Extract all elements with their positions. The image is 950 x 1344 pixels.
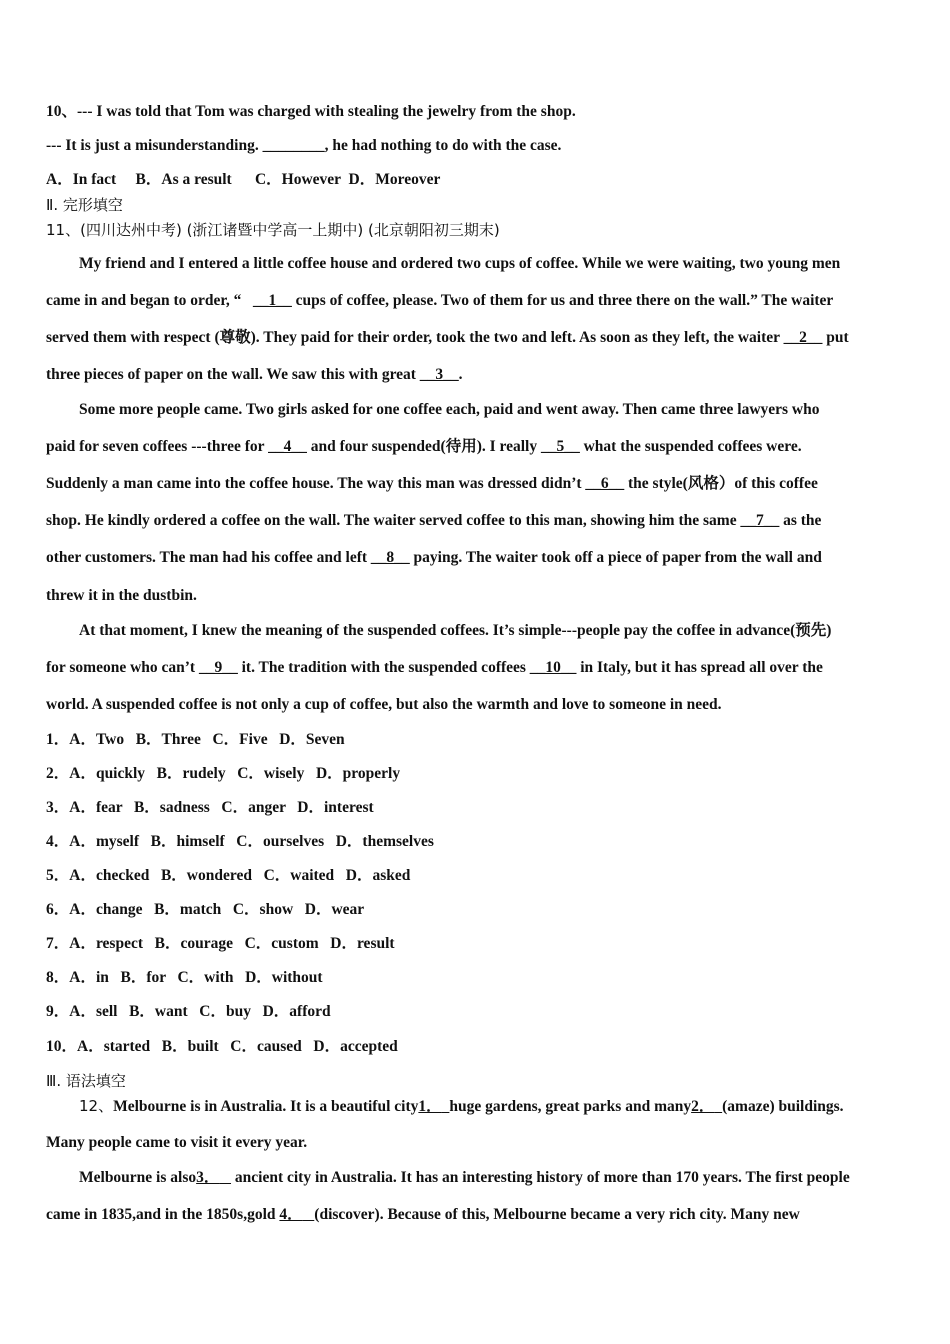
blank-7: __7__ (740, 512, 780, 529)
passage-p2-line-1: Some more people came. Two girls asked for one coffee each, paid and went away. Then came three lawyers who (79, 401, 820, 418)
section-2-title: Ⅱ. 完形填空 (46, 196, 123, 214)
option-row-5: 5．A．checked B．wondered C．waited D．asked (46, 867, 411, 884)
passage-p2-line-3: Suddenly a man came into the coffee house. The way this man was dressed didn’t __6__ the style(风格）of this coffee (46, 475, 818, 492)
option-row-10: 10．A．started B．built C．caused D．accepted (46, 1038, 398, 1055)
blank-6: __6__ (585, 475, 625, 492)
passage-p1-line-2: came in and began to order, “ __1__ cups of coffee, please. Two of them for us and three there on the wall.” The waiter (46, 292, 834, 309)
q10-options: A．In fact B．As a result C．However D．Moreover (46, 171, 441, 188)
option-row-7: 7．A．respect B．courage C．custom D．result (46, 935, 395, 952)
option-row-6: 6．A．change B．match C．show D．wear (46, 901, 365, 918)
passage-p1-line-3: served them with respect (尊敬). They paid for their order, took the two and left. As soon as they left, the waiter __2__ put (46, 329, 849, 346)
passage-p3-line-3: world. A suspended coffee is not only a cup of coffee, but also the warmth and love to someone in need. (46, 696, 722, 713)
q11-source: (四川达州中考) (浙江诸暨中学高一上期中) (北京朝阳初三期末) (80, 221, 500, 239)
section-3-title: Ⅲ. 语法填空 (46, 1072, 126, 1090)
option-row-4: 4．A．myself B．himself C．ourselves D．themselves (46, 833, 434, 850)
blank-10: __10__ (529, 659, 577, 676)
q12-line-1: 12、Melbourne is in Australia. It is a beautiful city1． huge gardens, great parks and many2． (amaze) buildings. (79, 1097, 844, 1115)
blank-3: __3__ (419, 366, 459, 383)
blank-5: __5__ (540, 438, 580, 455)
passage-p1-line-1: My friend and I entered a little coffee house and ordered two cups of coffee. While we were waiting, two young men (79, 255, 841, 272)
option-row-8: 8．A．in B．for C．with D．without (46, 969, 323, 986)
blank-4: __4__ (268, 438, 307, 455)
q10-line-1: 10、--- I was told that Tom was charged with stealing the jewelry from the shop. (46, 103, 576, 120)
grammar-blank-3: 3． (196, 1169, 220, 1186)
passage-p3-line-2: for someone who can’t __9__ it. The tradition with the suspended coffees __10__ in Italy, but it has spread all over the (46, 659, 823, 676)
passage-p2-line-4: shop. He kindly ordered a coffee on the wall. The waiter served coffee to this man, showing him the same __7__ as the (46, 512, 822, 529)
grammar-blank-1: 1． (418, 1098, 442, 1115)
option-row-9: 9．A．sell B．want C．buy D．afford (46, 1003, 331, 1020)
q12-line-2: Many people came to visit it every year. (46, 1134, 308, 1151)
blank-1: __1__ (252, 292, 292, 309)
option-row-2: 2．A．quickly B．rudely C．wisely D．properly (46, 765, 401, 782)
grammar-blank-4: 4． (279, 1206, 303, 1223)
passage-p1-line-4: three pieces of paper on the wall. We saw this with great __3__. (46, 366, 463, 383)
q12-line-3: Melbourne is also3． ancient city in Australia. It has an interesting history of more than 170 years. The first people (79, 1169, 850, 1186)
option-row-3: 3．A．fear B．sadness C．anger D．interest (46, 799, 374, 816)
passage-p2-line-6: threw it in the dustbin. (46, 587, 197, 604)
q12-number: 12、 (79, 1097, 114, 1115)
q10-line-2: --- It is just a misunderstanding. ________, he had nothing to do with the case. (46, 137, 562, 154)
passage-p2-line-2: paid for seven coffees ---three for __4__ and four suspended(待用). I really __5__ what the suspended coffees were. (46, 438, 802, 455)
blank-8: __8__ (370, 549, 410, 566)
option-row-1: 1．A．Two B．Three C．Five D．Seven (46, 731, 345, 748)
blank-9: __9__ (198, 659, 238, 676)
passage-p3-line-1: At that moment, I knew the meaning of the suspended coffees. It’s simple---people pay the coffee in advance(预先) (79, 622, 832, 639)
passage-p2-line-5: other customers. The man had his coffee and left __8__ paying. The waiter took off a piece of paper from the wall and (46, 549, 822, 566)
grammar-blank-2: 2． (691, 1098, 715, 1115)
blank-2: __2__ (783, 329, 823, 346)
q12-line-4: came in 1835,and in the 1850s,gold 4． (discover). Because of this, Melbourne became a very rich city. Many new (46, 1206, 800, 1223)
q11-number: 11、 (46, 221, 81, 239)
q11-header (46, 220, 500, 241)
